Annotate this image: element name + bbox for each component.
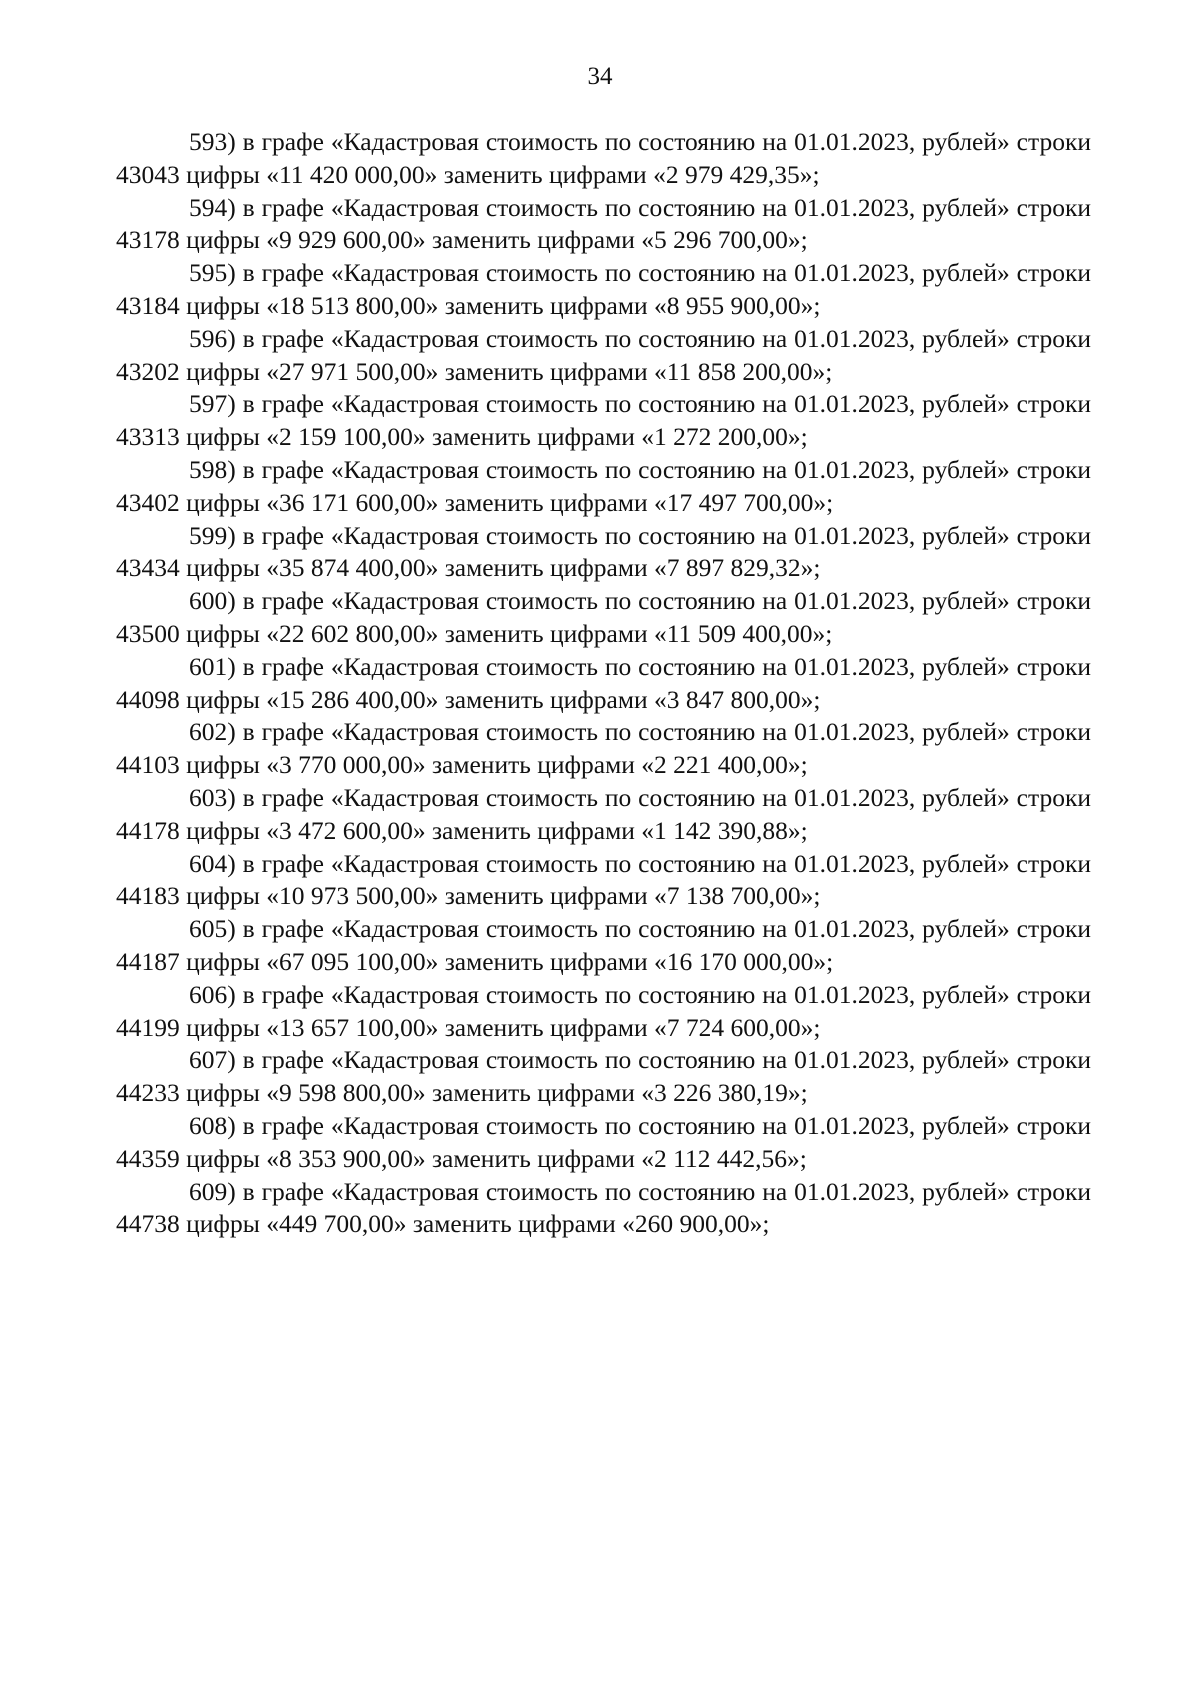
list-item: 605) в графе «Кадастровая стоимость по состоянию на 01.01.2023, рублей» строки 44187 цифры «67 095 100,00» заменить цифрами «16 170 000,00»; (116, 914, 1091, 976)
list-item: 593) в графе «Кадастровая стоимость по состоянию на 01.01.2023, рублей» строки 43043 цифры «11 420 000,00» заменить цифрами «2 979 429,35»; (116, 127, 1091, 189)
list-item: 599) в графе «Кадастровая стоимость по состоянию на 01.01.2023, рублей» строки 43434 цифры «35 874 400,00» заменить цифрами «7 897 829,32»; (116, 520, 1091, 583)
list-item: 595) в графе «Кадастровая стоимость по состоянию на 01.01.2023, рублей» строки 43184 цифры «18 513 800,00» заменить цифрами «8 955 900,00»; (116, 258, 1091, 320)
document-body (116, 126, 1091, 1241)
list-item: 606) в графе «Кадастровая стоимость по состоянию на 01.01.2023, рублей» строки 44199 цифры «13 657 100,00» заменить цифрами «7 724 600,00»; (116, 979, 1091, 1042)
list-item: 603) в графе «Кадастровая стоимость по состоянию на 01.01.2023, рублей» строки 44178 цифры «3 472 600,00» заменить цифрами «1 142 390,88»; (116, 782, 1091, 845)
list-item: 600) в графе «Кадастровая стоимость по состоянию на 01.01.2023, рублей» строки 43500 цифры «22 602 800,00» заменить цифрами «11 509 400,00»; (116, 586, 1091, 648)
list-item: 594) в графе «Кадастровая стоимость по состоянию на 01.01.2023, рублей» строки 43178 цифры «9 929 600,00» заменить цифрами «5 296 700,00»; (116, 192, 1091, 255)
list-item: 601) в графе «Кадастровая стоимость по состоянию на 01.01.2023, рублей» строки 44098 цифры «15 286 400,00» заменить цифрами «3 847 800,00»; (116, 651, 1091, 714)
list-item: 609) в графе «Кадастровая стоимость по состоянию на 01.01.2023, рублей» строки 44738 цифры «449 700,00» заменить цифрами «260 900,00»; (116, 1176, 1091, 1239)
list-item: 602) в графе «Кадастровая стоимость по состоянию на 01.01.2023, рублей» строки 44103 цифры «3 770 000,00» заменить цифрами «2 221 400,00»; (116, 717, 1091, 780)
list-item: 596) в графе «Кадастровая стоимость по состоянию на 01.01.2023, рублей» строки 43202 цифры «27 971 500,00» заменить цифрами «11 858 200,00»; (116, 323, 1091, 386)
list-item: 607) в графе «Кадастровая стоимость по состоянию на 01.01.2023, рублей» строки 44233 цифры «9 598 800,00» заменить цифрами «3 226 380,19»; (116, 1045, 1091, 1108)
page-number: 34 (587, 63, 613, 90)
list-item: 597) в графе «Кадастровая стоимость по состоянию на 01.01.2023, рублей» строки 43313 цифры «2 159 100,00» заменить цифрами «1 272 200,00»; (116, 389, 1091, 452)
list-item: 604) в графе «Кадастровая стоимость по состоянию на 01.01.2023, рублей» строки 44183 цифры «10 973 500,00» заменить цифрами «7 138 700,00»; (116, 848, 1091, 911)
list-item: 598) в графе «Кадастровая стоимость по состоянию на 01.01.2023, рублей» строки 43402 цифры «36 171 600,00» заменить цифрами «17 497 700,00»; (116, 454, 1091, 517)
list-item: 608) в графе «Кадастровая стоимость по состоянию на 01.01.2023, рублей» строки 44359 цифры «8 353 900,00» заменить цифрами «2 112 442,56»; (116, 1110, 1091, 1173)
